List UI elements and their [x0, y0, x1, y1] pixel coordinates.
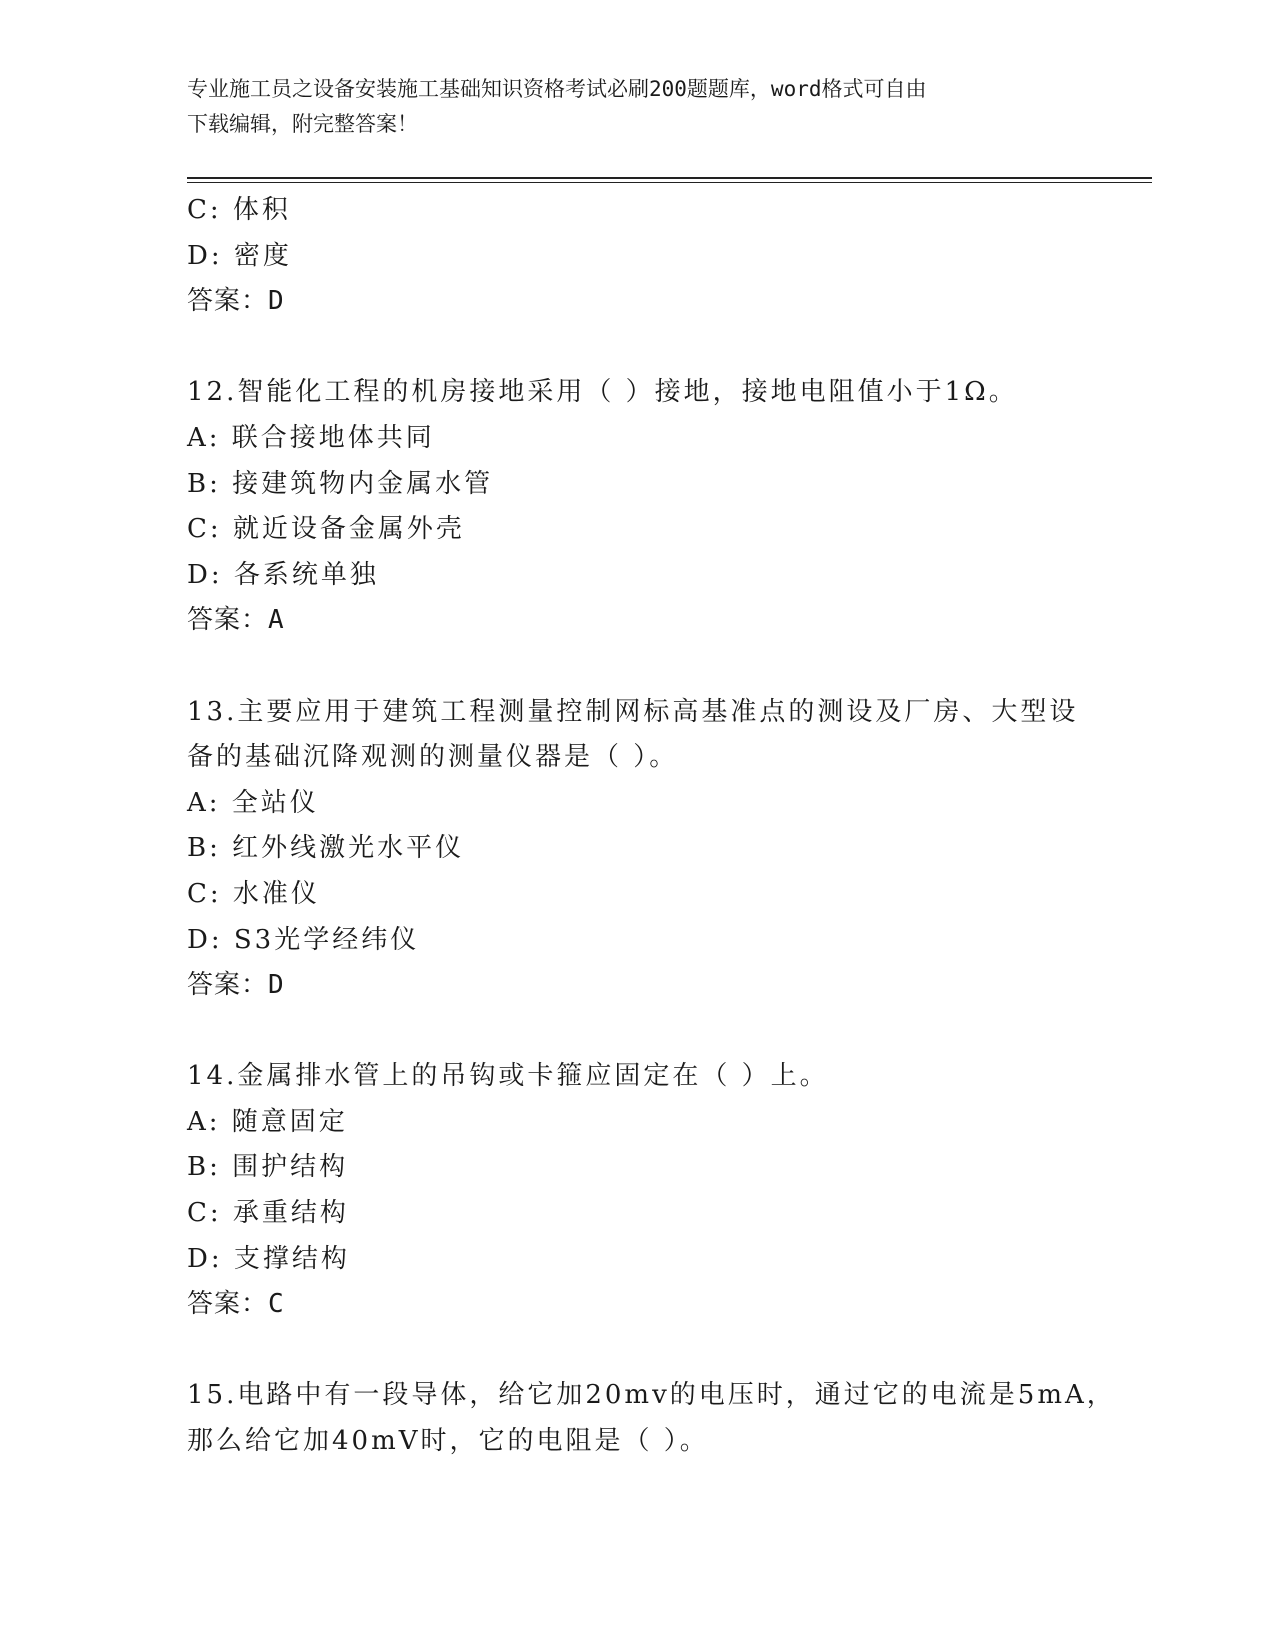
- question-12: [187, 370, 1087, 644]
- header-divider-thin: [187, 182, 1152, 183]
- option-b: B: 围护结构: [187, 1152, 349, 1183]
- option-c: C: 承重结构: [187, 1198, 349, 1229]
- spacer: [187, 644, 1087, 690]
- answer-line: 答案：C: [187, 1289, 285, 1320]
- option-d: D: 支撑结构: [187, 1243, 350, 1274]
- spacer: [187, 1328, 1087, 1374]
- question-stem: 14.金属排水管上的吊钩或卡箍应固定在（ ）上。: [187, 1061, 829, 1092]
- option-b: B: 红外线激光水平仪: [187, 833, 465, 864]
- question-stem-line-1: 13.主要应用于建筑工程测量控制网标高基准点的测设及厂房、大型设: [187, 696, 1079, 727]
- question-14: [187, 1054, 1087, 1328]
- question-stem-line-1: 15.电路中有一段导体，给它加20mv的电压时，通过它的电流是5mA，: [187, 1380, 1116, 1411]
- answer-line: 答案：D: [187, 970, 285, 1001]
- question-13: [187, 690, 1087, 1009]
- document-header: [187, 72, 1067, 142]
- option-d: D: 密度: [187, 240, 292, 271]
- question-15: [187, 1373, 1116, 1464]
- answer-line: 答案：A: [187, 605, 285, 636]
- spacer: [187, 1009, 1087, 1055]
- option-d: D: S3光学经纬仪: [187, 924, 420, 955]
- question-stem-line-2: 备的基础沉降观测的测量仪器是（ ）。: [187, 742, 679, 773]
- option-c: C: 体积: [187, 195, 291, 225]
- option-c: C: 就近设备金属外壳: [187, 514, 465, 545]
- header-divider-thick: [187, 177, 1152, 179]
- spacer: [187, 325, 1087, 371]
- header-line-2: 下载编辑，附完整答案！: [187, 112, 418, 136]
- option-a: A: 全站仪: [187, 787, 319, 818]
- option-a: A: 随意固定: [187, 1106, 348, 1137]
- option-a: A: 联合接地体共同: [187, 422, 435, 453]
- option-c: C: 水准仪: [187, 878, 320, 909]
- option-b: B: 接建筑物内金属水管: [187, 468, 494, 499]
- header-line-1: 专业施工员之设备安装施工基础知识资格考试必刷200题题库，word格式可自由: [187, 77, 927, 101]
- question-11-tail: [187, 188, 1087, 325]
- question-stem: 12.智能化工程的机房接地采用（ ）接地，接地电阻值小于1Ω。: [187, 377, 1018, 408]
- question-list: [187, 188, 1116, 1465]
- answer-line: 答案：D: [187, 286, 285, 317]
- question-stem-line-2: 那么给它加40mV时，它的电阻是（ ）。: [187, 1426, 709, 1457]
- option-d: D: 各系统单独: [187, 559, 379, 590]
